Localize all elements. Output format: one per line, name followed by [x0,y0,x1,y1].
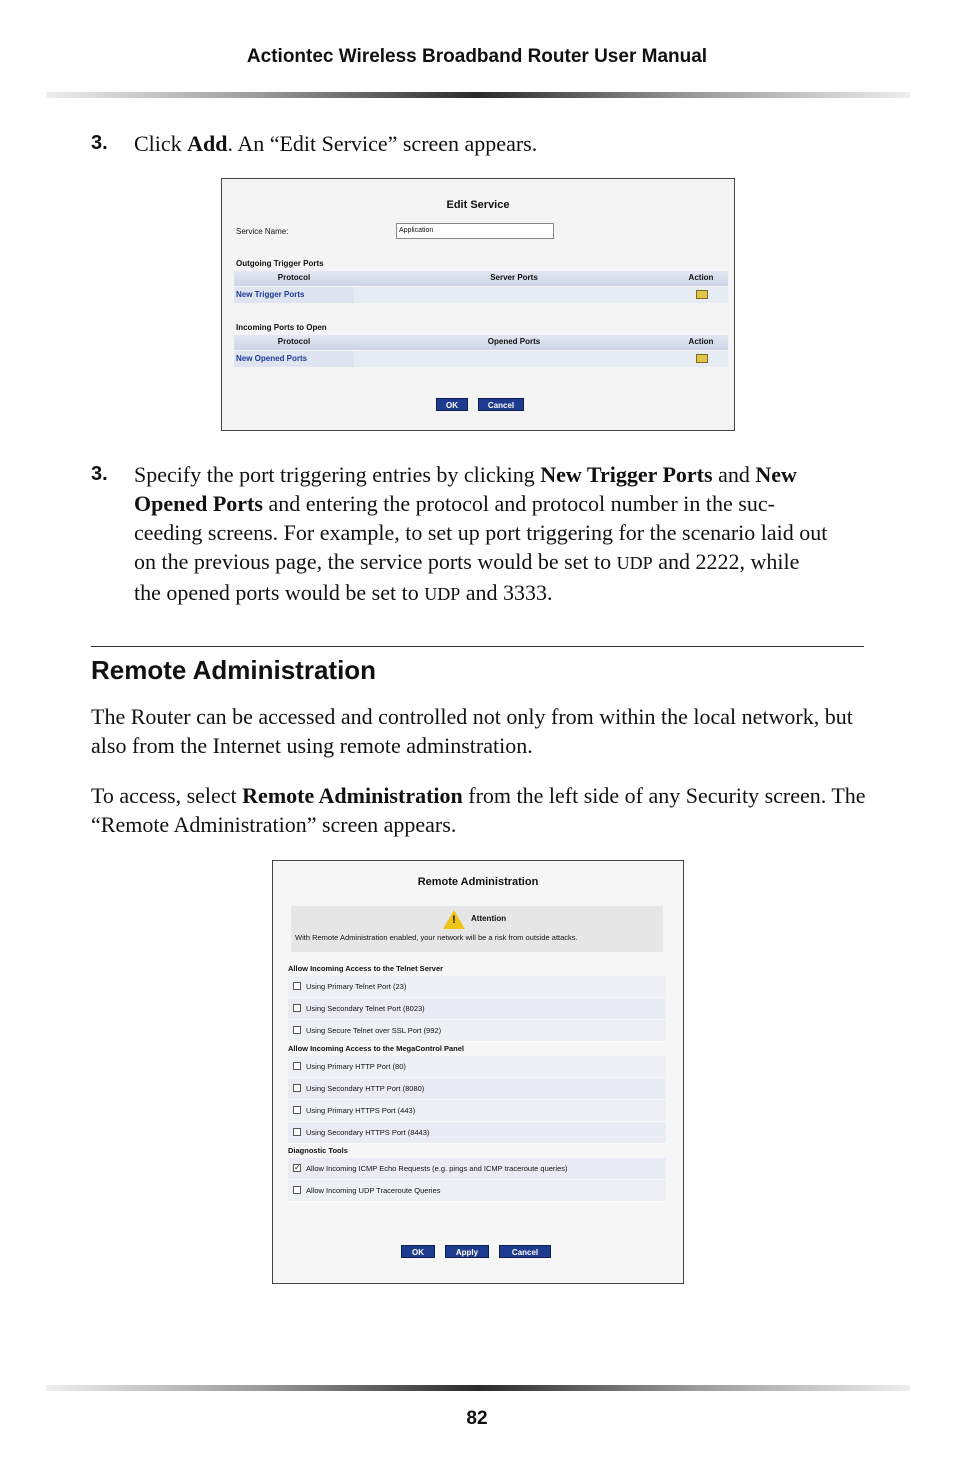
step-text: Specify the port triggering entries by clicking New Trigger Ports and New Opened Ports and entering the protocol and protocol number in the suc-ceeding screens. For example, to set up port triggering for the scenario laid out on the previous page, the service ports would be set to UDP and 2222, while the opened ports would be set to UDP and 3333. [134,462,828,605]
checkbox[interactable] [293,1186,301,1194]
checkbox[interactable] [293,1004,301,1012]
col-server-ports: Server Ports [490,273,538,282]
option-group-label: Allow Incoming Access to the MegaControl Panel [288,1044,464,1053]
section-divider [91,646,864,647]
step-text: Click Add. An “Edit Service” screen appears. [134,131,538,156]
attention-title: Attention [471,914,507,923]
cancel-button[interactable]: Cancel [478,398,524,411]
manual-title: Actiontec Wireless Broadband Router User Manual [246,46,708,67]
col-action: Action [688,273,714,282]
service-name-label: Service Name: [236,227,289,236]
col-protocol: Protocol [277,273,311,282]
ok-button[interactable]: OK [401,1245,435,1258]
option-label: Using Primary HTTP Port (80) [306,1062,406,1071]
outgoing-section-label: Outgoing Trigger Ports [236,259,324,268]
incoming-table-row [234,351,728,367]
option-row[interactable] [288,1056,666,1078]
option-label: Using Secondary Telnet Port (8023) [306,1004,425,1013]
option-label: Allow Incoming ICMP Echo Requests (e.g. pings and ICMP traceroute queries) [306,1164,568,1173]
checkbox[interactable] [293,1062,301,1070]
incoming-section-label: Incoming Ports to Open [236,323,327,332]
option-row[interactable] [288,1078,666,1100]
step-specify-ports [91,460,831,609]
checkbox[interactable] [293,1106,301,1114]
option-label: Using Secure Telnet over SSL Port (992) [306,1026,442,1035]
incoming-table-header [234,335,728,350]
checkbox[interactable] [293,1084,301,1092]
service-name-input[interactable]: Application [396,223,554,239]
option-label: Allow Incoming UDP Traceroute Queries [306,1186,441,1195]
option-row[interactable] [288,1020,666,1042]
header-divider [46,92,910,98]
option-row[interactable] [288,1122,666,1144]
footer-divider [46,1385,910,1391]
edit-icon[interactable] [696,354,708,363]
apply-button[interactable]: Apply [445,1245,489,1258]
page-number: 82 [466,1408,488,1429]
option-label: Using Primary HTTPS Port (443) [306,1106,416,1115]
section-heading: Remote Administration [91,655,377,685]
outgoing-table-row [234,287,728,303]
remote-admin-screenshot [272,860,684,1284]
attention-text: With Remote Administration enabled, your network will be a risk from outside attacks. [295,933,578,942]
ok-button[interactable]: OK [436,398,468,411]
step-number: 3. [91,463,108,485]
access-paragraph: To access, select Remote Administration from the left side of any Security screen. The “Remote Administration” screen appears. [91,783,866,837]
attention-box [291,906,663,952]
checkbox[interactable] [293,982,301,990]
option-group-label: Diagnostic Tools [288,1146,348,1155]
outgoing-table-header [234,271,728,286]
checkbox[interactable] [293,1128,301,1136]
option-group-label: Allow Incoming Access to the Telnet Server [288,964,444,973]
new-opened-ports-link[interactable]: New Opened Ports [236,354,308,363]
col-action: Action [688,337,714,346]
option-label: Using Primary Telnet Port (23) [306,982,407,991]
option-row[interactable] [288,1100,666,1122]
option-row[interactable] [288,1180,666,1202]
option-row[interactable] [288,1158,666,1180]
step-click-add [91,129,831,158]
cancel-button[interactable]: Cancel [499,1245,551,1258]
warning-mark: ! [452,914,456,926]
col-protocol: Protocol [277,337,311,346]
checkbox[interactable] [293,1026,301,1034]
option-label: Using Secondary HTTPS Port (8443) [306,1128,430,1137]
edit-icon[interactable] [696,290,708,299]
step-number: 3. [91,132,108,154]
option-label: Using Secondary HTTP Port (8080) [306,1084,425,1093]
edit-service-title: Edit Service [446,199,510,211]
checkbox-checked[interactable]: ✓ [294,1163,301,1173]
option-row[interactable] [288,976,666,998]
remote-admin-title: Remote Administration [417,876,539,888]
col-opened-ports: Opened Ports [487,337,541,346]
intro-paragraph: The Router can be accessed and controlled not only from within the local network, but also from the Internet using remote adminstration. [91,704,853,758]
new-trigger-ports-link[interactable]: New Trigger Ports [236,290,305,299]
option-row[interactable] [288,998,666,1020]
edit-service-screenshot [221,178,735,431]
